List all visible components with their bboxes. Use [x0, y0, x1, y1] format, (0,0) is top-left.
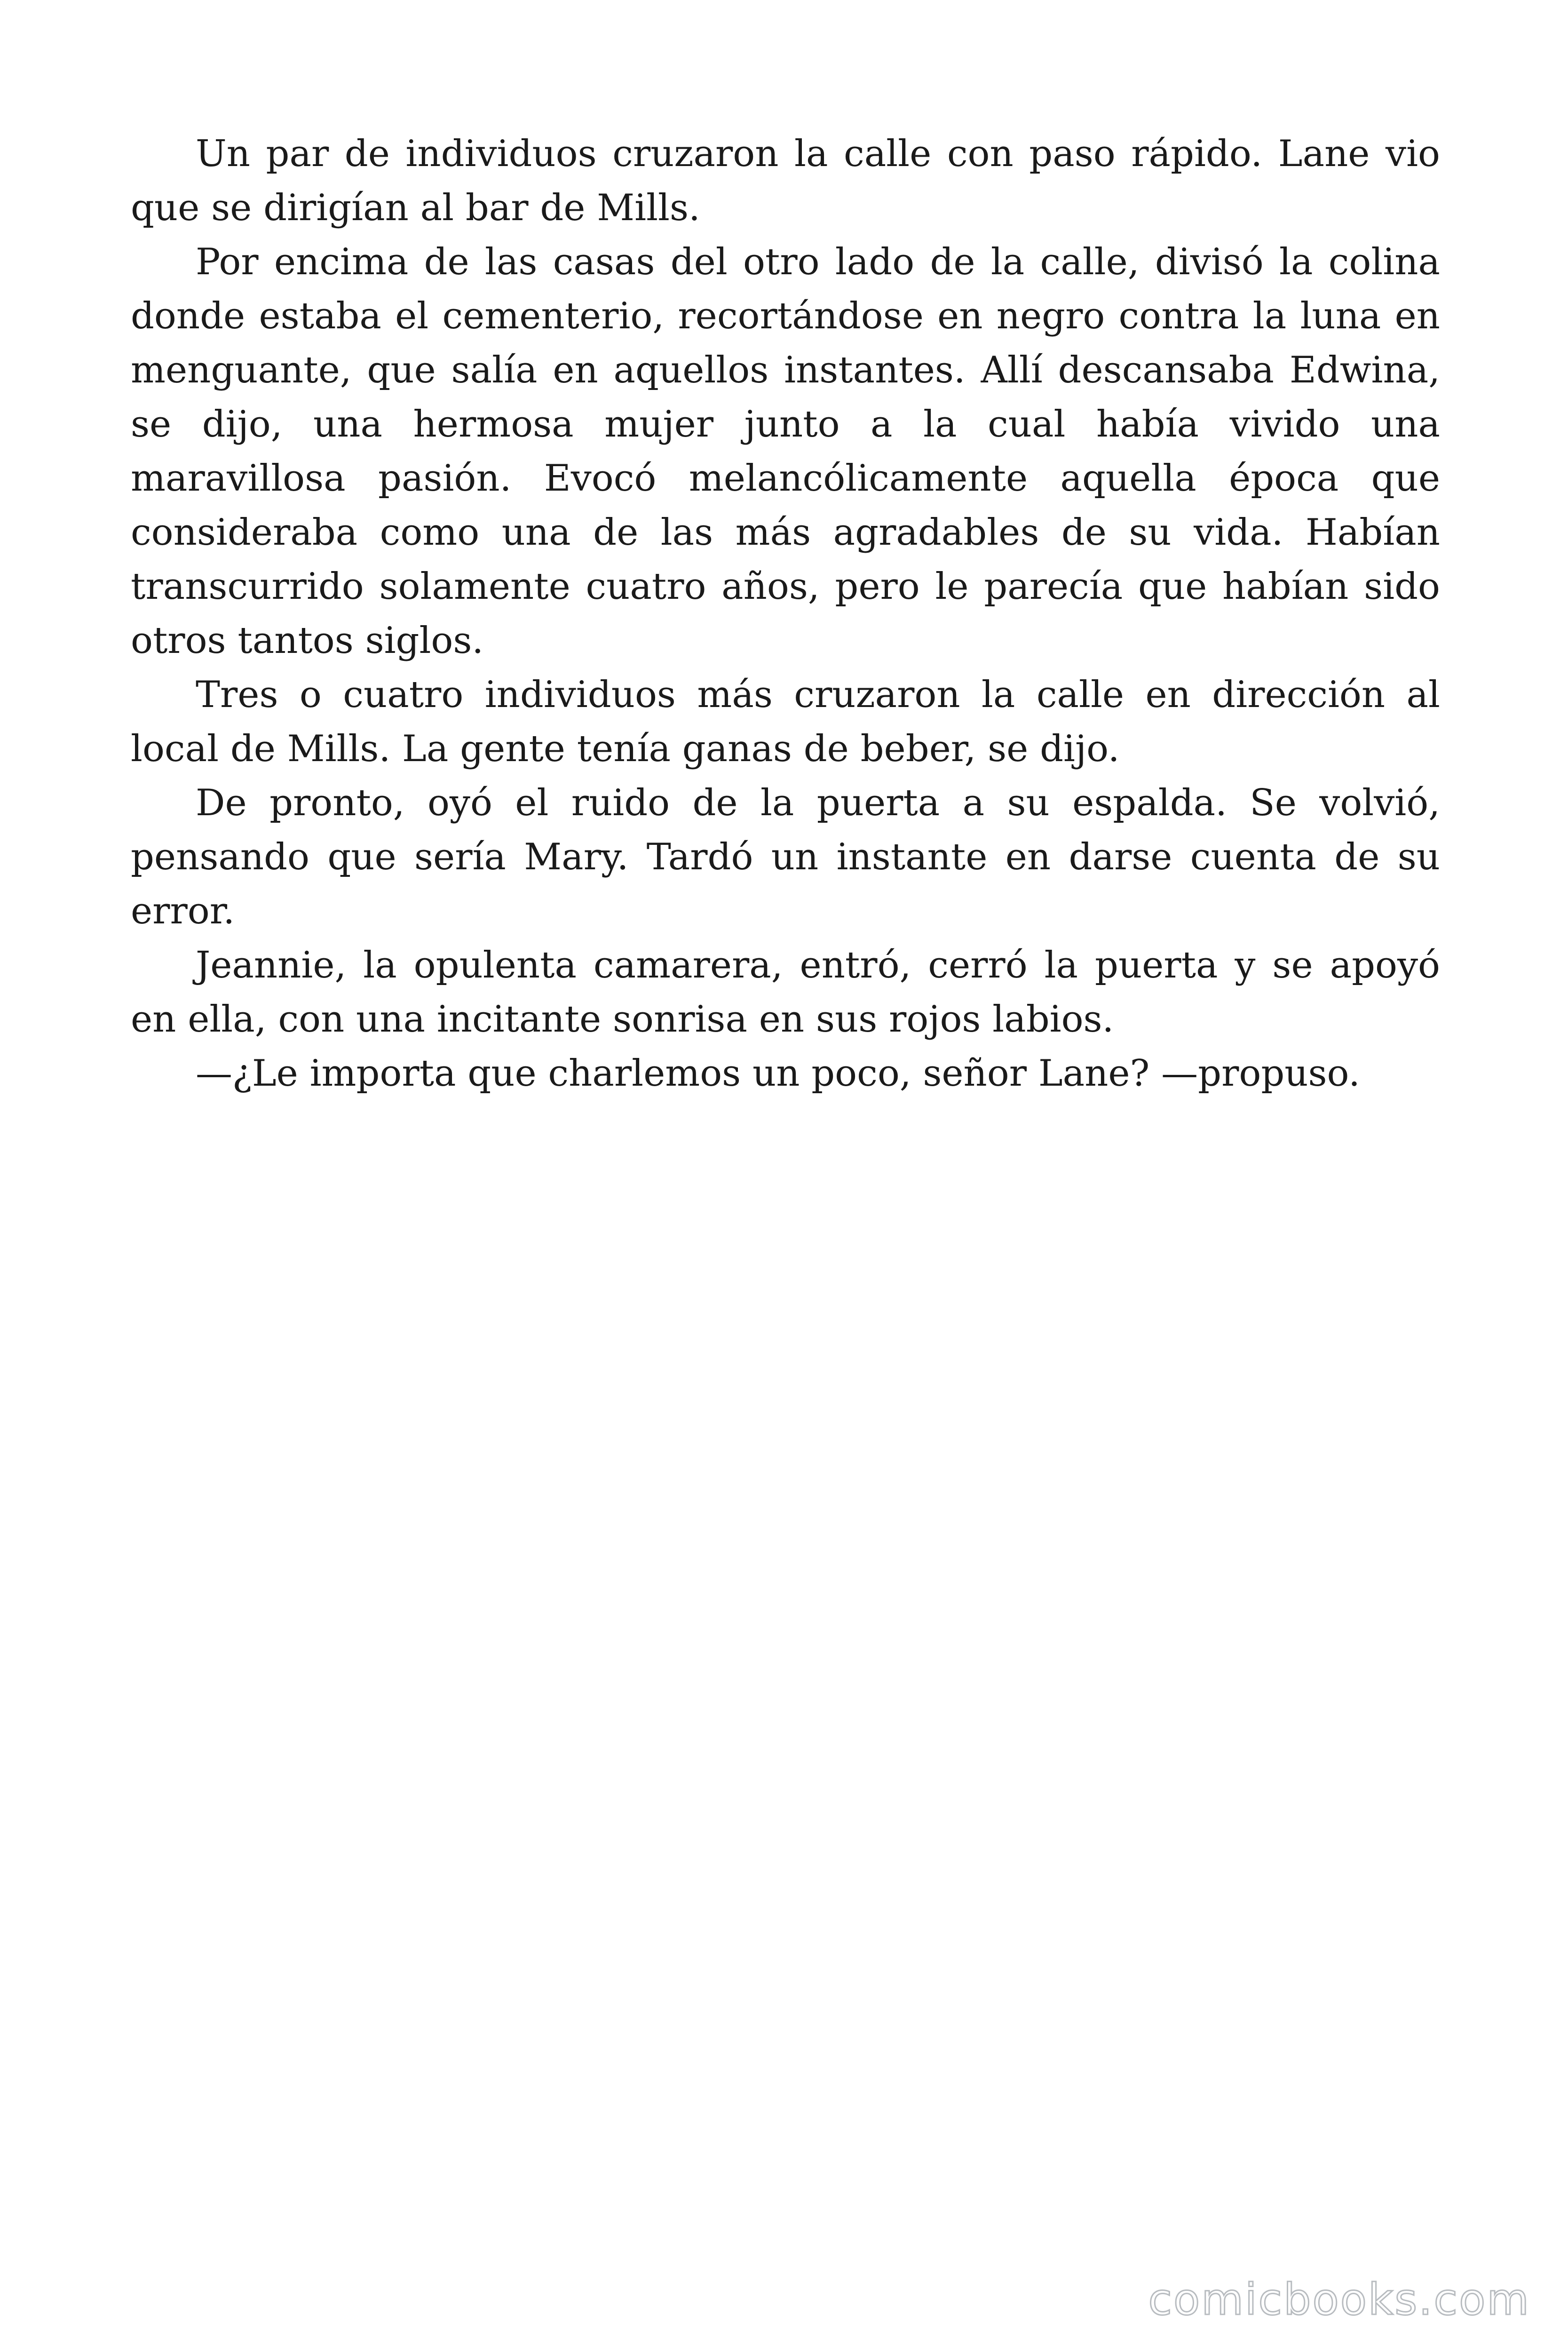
- paragraph-6-dialogue: —¿Le importa que charlemos un poco, señor Lane? —propuso.: [196, 1052, 1360, 1095]
- paragraph-2: Por encima de las casas del otro lado de la calle, divisó la colina donde estaba el cementerio, recortándose en negro contra la luna en menguante, que salía en aquellos instantes. Allí descansaba Edwina, se dijo, una hermosa mujer junto a la cual había vivido una maravillosa pasión. Evocó melancólicamente aquella época que consideraba como una de las más agradables de su vida. Habían transcurrido solamente cuatro años, pero le parecía que habían sido otros tantos siglos.: [131, 241, 1440, 662]
- paragraph-5: Jeannie, la opulenta camarera, entró, cerró la puerta y se apoyó en ella, con una incitante sonrisa en sus rojos labios.: [131, 944, 1440, 1041]
- page-text-body: [131, 127, 1440, 1101]
- paragraph-4: De pronto, oyó el ruido de la puerta a su espalda. Se volvió, pensando que sería Mary. Tardó un instante en darse cuenta de su error.: [131, 782, 1440, 932]
- paragraph-1: Un par de individuos cruzaron la calle con paso rápido. Lane vio que se dirigían al bar de Mills.: [131, 133, 1440, 229]
- watermark-text: comicbooks.com: [1148, 2274, 1530, 2325]
- paragraph-3: Tres o cuatro individuos más cruzaron la calle en dirección al local de Mills. La gente tenía ganas de beber, se dijo.: [131, 674, 1440, 770]
